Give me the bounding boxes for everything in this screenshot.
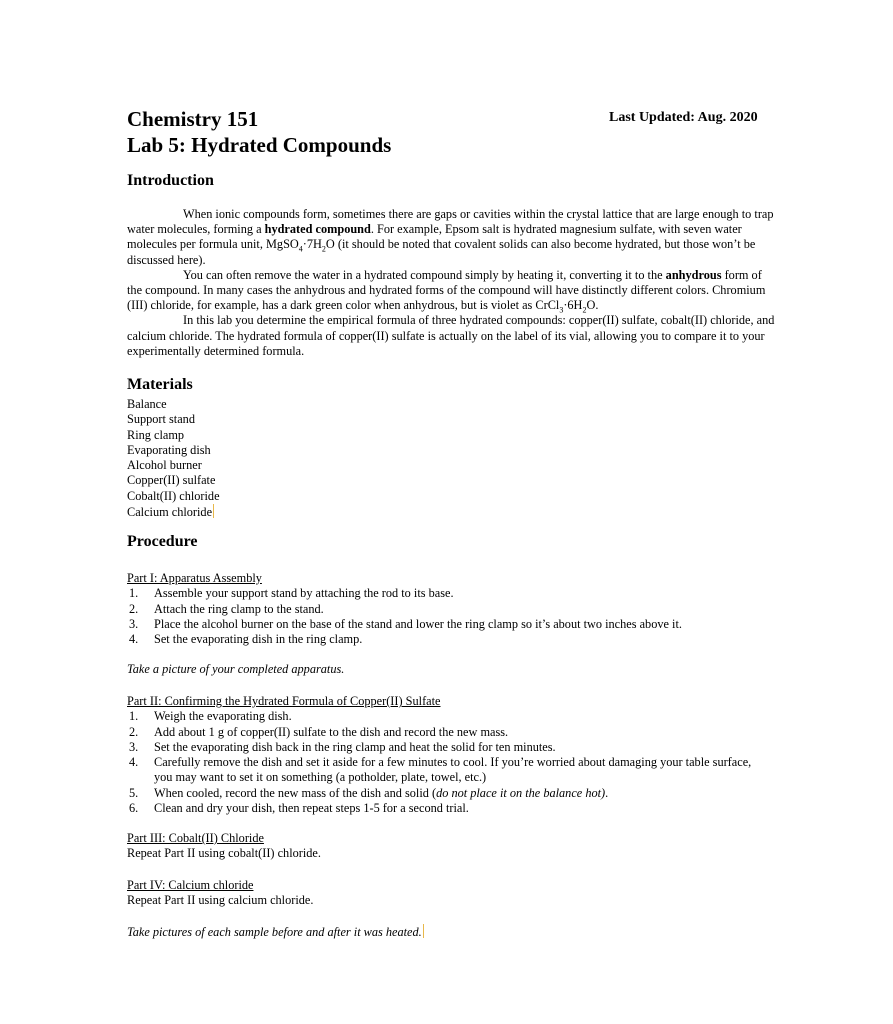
- intro-paragraph-3: In this lab you determine the empirical formula of three hydrated compounds: copper(II) sulfate, cobalt(II) chloride, and calcium chloride. The hydrated formula of copper(II) sulfate is actually on the label of its vial, allowing you to compare it to your experimentally determined formula.: [127, 313, 775, 358]
- step-text: Set the evaporating dish in the ring clamp.: [154, 632, 363, 647]
- intro-p2-text-c: ·6H: [563, 298, 583, 313]
- step-text: .: [605, 785, 609, 800]
- material-item: Support stand: [127, 412, 195, 427]
- materials-heading: Materials: [127, 376, 193, 393]
- material-item: Cobalt(II) chloride: [127, 488, 220, 503]
- part-3-title: Part III: Cobalt(II) Chloride: [127, 831, 264, 845]
- step-text: Add about 1 g of copper(II) sulfate to the dish and record the new mass.: [154, 724, 509, 739]
- last-updated: Last Updated: Aug. 2020: [609, 110, 758, 125]
- intro-p2-text-d: O.: [586, 298, 599, 313]
- step-text: Carefully remove the dish and set it aside for a few minutes to cool. If you’re worried about damaging your table surface, you may want to set it on something (a potholder, plate, towel, etc.): [154, 755, 752, 785]
- materials-list: [127, 397, 220, 520]
- lab-title: Lab 5: Hydrated Compounds: [127, 133, 392, 157]
- step-text: When cooled, record the new mass of the dish and solid (: [154, 785, 437, 800]
- intro-p1-text-a: When ionic compounds form, sometimes there are gaps or cavities within the crystal lattice that are large enough to trap water molecules, forming a: [127, 207, 774, 237]
- subscript: 3: [559, 305, 564, 315]
- list-item: 6. Clean and dry your dish, then repeat steps 1-5 for a second trial.: [129, 801, 469, 816]
- procedure-heading: Procedure: [127, 533, 198, 550]
- final-note-text: Take pictures of each sample before and after it was heated.: [127, 925, 422, 939]
- part-1-note: Take a picture of your completed apparatus.: [127, 662, 345, 676]
- final-note: [127, 924, 424, 940]
- subscript: 2: [321, 244, 326, 254]
- intro-paragraph-1: [127, 207, 775, 268]
- step-text: Attach the ring clamp to the stand.: [154, 601, 324, 616]
- introduction-body: [127, 207, 775, 359]
- intro-p1-text-b: . For example, Epsom salt is hydrated magnesium sulfate, with seven water molecules per formula unit, MgSO: [127, 222, 742, 252]
- material-item: [127, 504, 220, 520]
- step-text: Set the evaporating dish back in the ring clamp and heat the solid for ten minutes.: [154, 739, 556, 754]
- material-item: Ring clamp: [127, 427, 185, 442]
- step-warning: do not place it on the balance hot): [436, 785, 606, 800]
- subscript: 2: [582, 305, 587, 315]
- title-block: [127, 106, 391, 158]
- part-4-title: Part IV: Calcium chloride: [127, 878, 254, 892]
- step-text: Weigh the evaporating dish.: [154, 709, 292, 724]
- step-text: Clean and dry your dish, then repeat steps 1-5 for a second trial.: [154, 801, 469, 816]
- intro-p1-text-d: O (it should be noted that covalent solids can also become hydrated, but those won’t be discussed here).: [127, 237, 756, 267]
- material-item: Alcohol burner: [127, 458, 202, 473]
- material-item-label: Calcium chloride: [127, 505, 213, 520]
- part-4-text: Repeat Part II using calcium chloride.: [127, 893, 314, 908]
- intro-p1-text-c: ·7H: [302, 237, 322, 252]
- intro-paragraph-2: [127, 268, 775, 314]
- part-3-section: [127, 831, 767, 862]
- part-3-text: Repeat Part II using cobalt(II) chloride.: [127, 846, 321, 861]
- subscript: 4: [298, 244, 303, 254]
- part-4-section: [127, 878, 767, 909]
- material-item: Copper(II) sulfate: [127, 473, 216, 488]
- list-item: 2. Add about 1 g of copper(II) sulfate to the dish and record the new mass.: [129, 724, 509, 739]
- part-2-section: [127, 694, 767, 816]
- list-item: 1. Assemble your support stand by attaching the rod to its base.: [129, 586, 454, 601]
- intro-p2-text-b: form of the compound. In many cases the anhydrous and hydrated forms of the compound will have distinctly different colors. Chromium (III) chloride, for example, has a dark green color when anhydrous, but is violet as CrCl: [127, 267, 766, 313]
- part-2-steps: [127, 709, 767, 816]
- part-1-title: Part I: Apparatus Assembly: [127, 571, 262, 585]
- list-item: 4. Set the evaporating dish in the ring clamp.: [129, 632, 363, 647]
- intro-p2-text-a: You can often remove the water in a hydrated compound simply by heating it, converting it to the: [183, 267, 666, 282]
- list-item: 5. When cooled, record the new mass of the dish and solid (do not place it on the balance hot).: [129, 785, 609, 800]
- part-1-steps: [127, 586, 767, 647]
- material-item: Balance: [127, 397, 167, 411]
- part-2-title: Part II: Confirming the Hydrated Formula of Copper(II) Sulfate: [127, 694, 441, 708]
- text-cursor: [213, 504, 214, 518]
- material-item: Evaporating dish: [127, 442, 211, 457]
- list-item: 4. Carefully remove the dish and set it aside for a few minutes to cool. If you’re worried about damaging your table surface, you may want to set it on something (a potholder, plate, towel, etc.): [129, 755, 752, 785]
- course-title: Chemistry 151: [127, 107, 259, 131]
- list-item: 3. Set the evaporating dish back in the ring clamp and heat the solid for ten minutes.: [129, 739, 556, 754]
- step-text: Place the alcohol burner on the base of the stand and lower the ring clamp so it’s about two inches above it.: [154, 616, 682, 631]
- introduction-heading: Introduction: [127, 172, 214, 189]
- term-hydrated-compound: hydrated compound: [264, 222, 371, 237]
- term-anhydrous: anhydrous: [665, 267, 722, 282]
- list-item: 3. Place the alcohol burner on the base of the stand and lower the ring clamp so it’s about two inches above it.: [129, 616, 682, 631]
- part-1-section: [127, 571, 767, 647]
- list-item: 1. Weigh the evaporating dish.: [129, 709, 292, 724]
- step-text: Assemble your support stand by attaching the rod to its base.: [154, 586, 454, 601]
- list-item: 2. Attach the ring clamp to the stand.: [129, 601, 324, 616]
- text-cursor: [423, 924, 424, 938]
